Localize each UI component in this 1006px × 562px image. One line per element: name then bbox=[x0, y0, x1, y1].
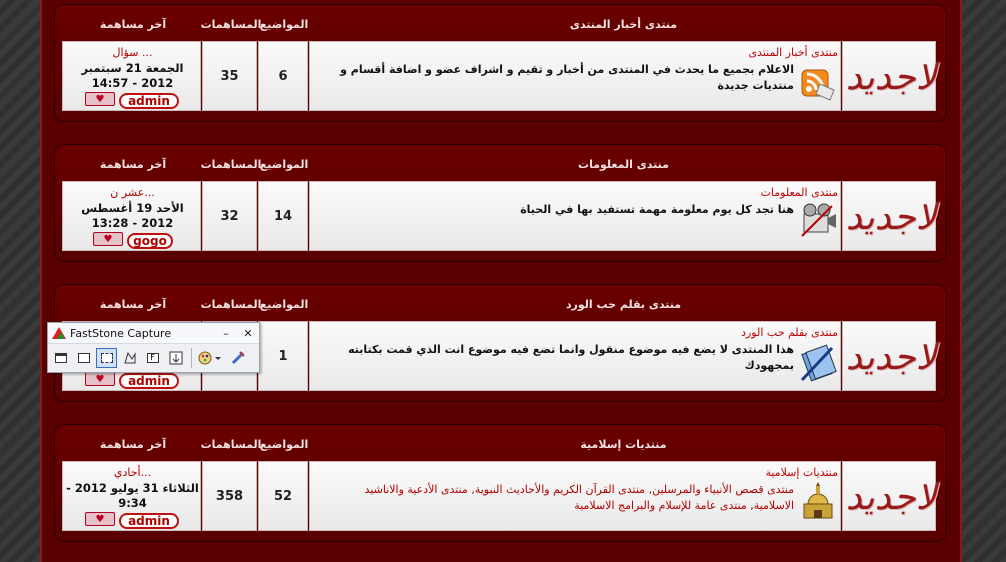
last-post-date: الجمعة 21 سبتمبر 2012 - 14:57 bbox=[81, 61, 184, 90]
film-icon bbox=[798, 200, 838, 242]
last-post-user[interactable]: admin bbox=[119, 373, 179, 389]
subforum-links[interactable]: منتدى قصص الأنبياء والمرسلين, منتدى القرآن الكريم والأحاديث النبوية, منتدى الأدعية والاناشيد الاسلامية, منتدى عامة للإسلام والبرامج الاسلامية bbox=[364, 483, 794, 512]
header-posts: المساهمات bbox=[200, 437, 262, 451]
forum-row bbox=[62, 461, 936, 531]
heart-icon[interactable]: ♥ bbox=[93, 232, 123, 246]
forum-description-cell bbox=[309, 41, 841, 111]
topics-count: 1 bbox=[258, 321, 308, 391]
header-forum-name[interactable]: منتديات إسلامية bbox=[580, 437, 667, 451]
heart-icon[interactable]: ♥ bbox=[85, 92, 115, 106]
header-topics: المواضيع bbox=[259, 157, 309, 171]
heart-icon[interactable]: ♥ bbox=[85, 512, 115, 526]
last-post-user[interactable]: admin bbox=[119, 513, 179, 529]
capture-rectangle-icon[interactable] bbox=[96, 348, 117, 368]
header-posts: المساهمات bbox=[200, 297, 262, 311]
last-post-date: الأحد 19 أغسطس 2012 - 13:28 bbox=[81, 201, 184, 230]
capture-freehand-icon[interactable] bbox=[119, 348, 140, 368]
header-forum-name[interactable]: منتدى أخبار المنتدى bbox=[569, 17, 678, 31]
forum-row bbox=[62, 41, 936, 111]
last-post-title[interactable]: عشر ن... bbox=[110, 186, 155, 199]
forum-row bbox=[62, 181, 936, 251]
forum-category-news bbox=[54, 4, 947, 122]
topics-count: 14 bbox=[258, 181, 308, 251]
faststone-logo-icon bbox=[52, 327, 66, 339]
header-forum-name[interactable]: منتدى بقلم حب الورد bbox=[565, 297, 682, 311]
last-post-title[interactable]: أحادي... bbox=[113, 466, 152, 479]
status-icon-cell bbox=[842, 461, 936, 531]
rss-icon bbox=[798, 60, 838, 102]
last-post-date: الثلاثاء 31 يوليو 2012 - 9:34 bbox=[66, 481, 199, 510]
forum-description-cell bbox=[309, 461, 841, 531]
header-last-post: آخر مساهمة bbox=[99, 157, 167, 171]
no-new-posts-icon: لاجديد bbox=[845, 476, 937, 518]
last-post-cell bbox=[62, 461, 201, 531]
faststone-title: FastStone Capture bbox=[70, 326, 172, 340]
topics-count: 52 bbox=[258, 461, 308, 531]
settings-icon[interactable] bbox=[227, 348, 248, 368]
status-icon-cell bbox=[842, 181, 936, 251]
forum-title-link[interactable]: منتدى المعلومات bbox=[760, 186, 838, 199]
capture-window-icon[interactable] bbox=[50, 348, 71, 368]
forum-description-cell bbox=[309, 321, 841, 391]
topics-count: 6 bbox=[258, 41, 308, 111]
capture-scrolling-icon[interactable] bbox=[165, 348, 186, 368]
forum-title-link[interactable]: منتديات إسلامية bbox=[765, 466, 838, 479]
no-new-posts-icon: لاجديد bbox=[845, 336, 937, 378]
palette-menu-icon[interactable] bbox=[195, 348, 225, 368]
header-topics: المواضيع bbox=[259, 437, 309, 451]
last-post-user[interactable]: admin bbox=[119, 93, 179, 109]
no-new-posts-icon: لاجديد bbox=[845, 56, 937, 98]
posts-count: 35 bbox=[202, 41, 257, 111]
status-icon-cell bbox=[842, 41, 936, 111]
no-new-posts-icon: لاجديد bbox=[845, 196, 937, 238]
header-last-post: آخر مساهمة bbox=[99, 17, 167, 31]
header-forum-name[interactable]: منتدى المعلومات bbox=[578, 157, 669, 171]
close-button[interactable]: ✕ bbox=[243, 326, 253, 340]
forum-description: الاعلام بجميع ما يحدث في المنتدى من أخبار و تقيم و اشراف عضو و اضافة أقسام و منتديات جديدة bbox=[340, 63, 794, 92]
faststone-tools bbox=[48, 344, 259, 372]
faststone-capture-toolbar[interactable] bbox=[47, 322, 260, 373]
capture-object-icon[interactable] bbox=[73, 348, 94, 368]
minimize-button[interactable]: – bbox=[223, 326, 229, 340]
last-post-user[interactable]: gogo bbox=[127, 233, 173, 249]
forum-description: هنا تجد كل يوم معلومة مهمة تستفيد بها في الحياة bbox=[520, 203, 794, 216]
forum-title-link[interactable]: منتدى أخبار المنتدى bbox=[748, 46, 838, 59]
last-post-title[interactable]: سؤال ... bbox=[112, 46, 153, 59]
last-post-cell bbox=[62, 41, 201, 111]
faststone-titlebar[interactable] bbox=[48, 323, 259, 344]
forum-description-cell bbox=[309, 181, 841, 251]
forum-category-islamic bbox=[54, 424, 947, 542]
forum-title-link[interactable]: منتدى بقلم حب الورد bbox=[741, 326, 838, 339]
header-posts: المساهمات bbox=[200, 17, 262, 31]
mosque-icon bbox=[798, 480, 838, 522]
heart-icon[interactable]: ♥ bbox=[85, 372, 115, 386]
forum-description: هذا المنتدى لا يضع فيه موضوع منقول وانما تضع فيه موضوع انت الذي قمت بكتابته بمجهودك bbox=[348, 343, 794, 372]
header-last-post: آخر مساهمة bbox=[99, 437, 167, 451]
header-topics: المواضيع bbox=[259, 17, 309, 31]
header-posts: المساهمات bbox=[200, 157, 262, 171]
capture-fullscreen-icon[interactable]: F bbox=[142, 348, 163, 368]
status-icon-cell bbox=[842, 321, 936, 391]
toolbar-divider bbox=[191, 348, 192, 368]
posts-count: 358 bbox=[202, 461, 257, 531]
forum-category-info bbox=[54, 144, 947, 262]
header-last-post: آخر مساهمة bbox=[99, 297, 167, 311]
pen-icon bbox=[798, 340, 838, 382]
last-post-cell bbox=[62, 181, 201, 251]
header-topics: المواضيع bbox=[259, 297, 309, 311]
posts-count: 32 bbox=[202, 181, 257, 251]
